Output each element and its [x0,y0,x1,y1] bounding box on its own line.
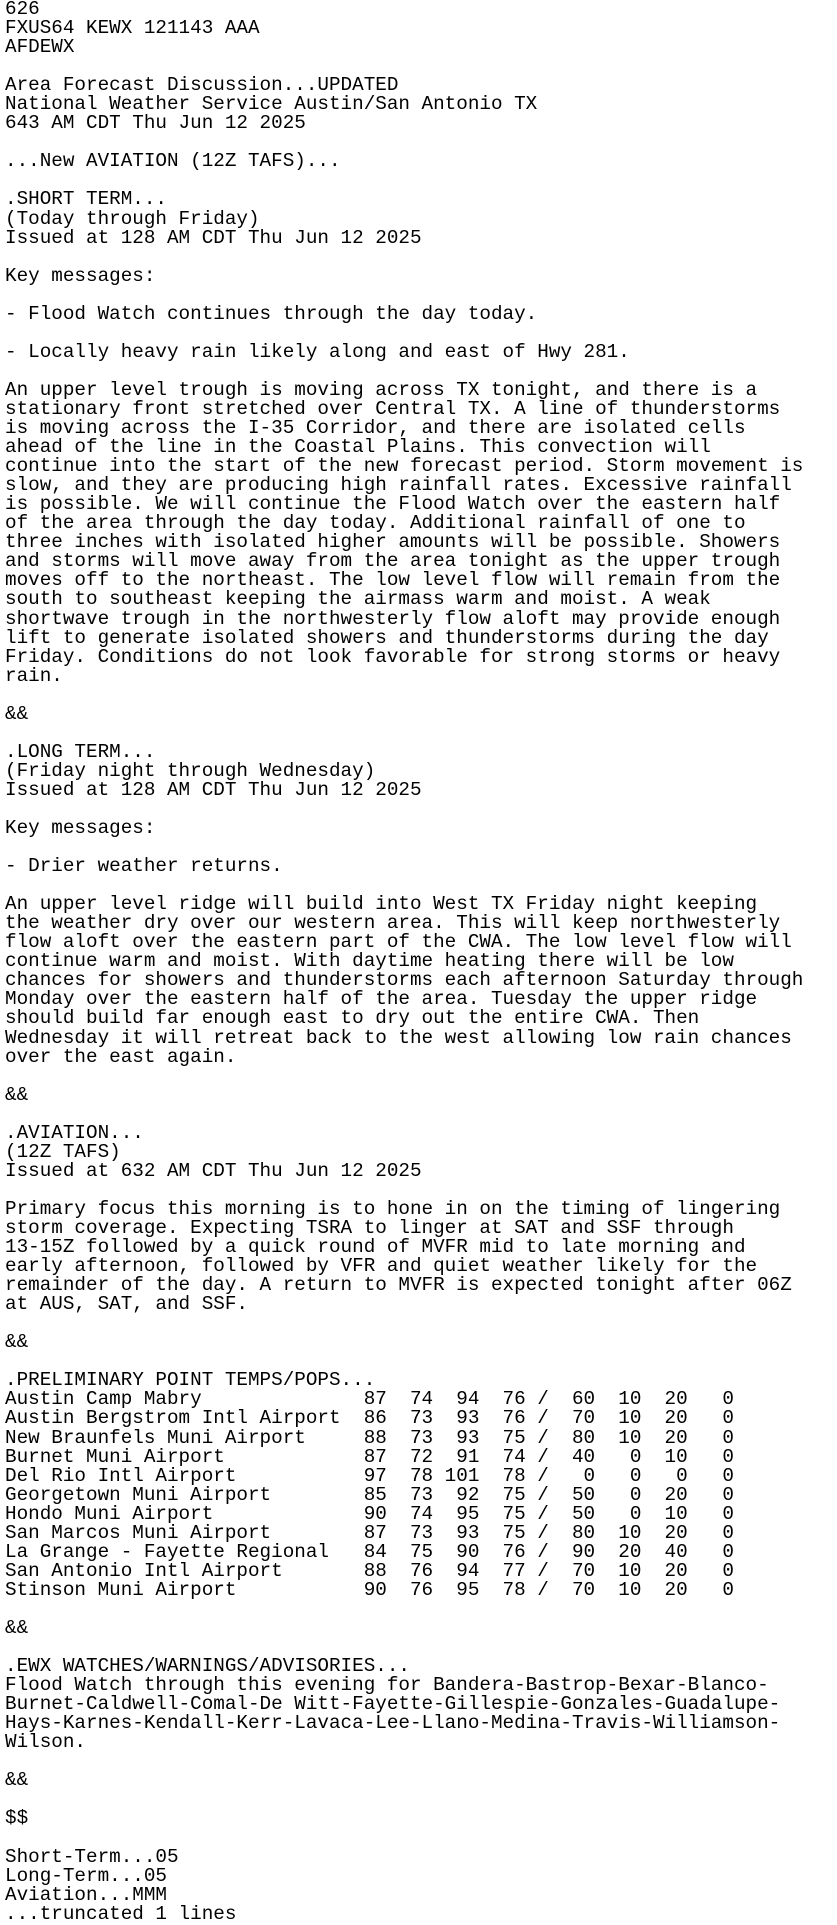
text-line: An upper level ridge will build into West TX Friday night keeping [5,893,758,916]
text-line: .EWX WATCHES/WARNINGS/ADVISORIES... [5,1655,410,1678]
text-line: south to southeast keeping the airmass warm and moist. A weak [5,588,711,611]
text-line: continue warm and moist. With daytime heating there will be low [5,950,734,973]
text-line [5,248,832,267]
text-line: Del Rio Intl Airport 97 78 101 78 / 0 0 0 0 [5,1464,734,1487]
text-line: - Drier weather returns. [5,855,283,878]
text-line [5,1600,832,1619]
text-line: 13-15Z followed by a quick round of MVFR mid to late morning and [5,1236,746,1259]
text-line: Hondo Muni Airport 90 74 95 75 / 50 0 10 0 [5,1502,734,1525]
text-line: and storms will move away from the area tonight as the upper trough [5,550,781,573]
text-line [5,1829,832,1848]
text-line: Area Forecast Discussion...UPDATED [5,74,399,97]
text-line: over the east again. [5,1045,237,1068]
text-line: .LONG TERM... [5,740,156,763]
text-line: chances for showers and thunderstorms each afternoon Saturday through [5,969,804,992]
text-line [5,324,832,343]
text-line: Hays-Karnes-Kendall-Kerr-Lavaca-Lee-Llano-Medina-Travis-Williamson- [5,1712,781,1735]
text-line: New Braunfels Muni Airport 88 73 93 75 / 80 10 20 0 [5,1426,734,1449]
text-line: Long-Term...05 [5,1864,167,1887]
text-line: San Antonio Intl Airport 88 76 94 77 / 70 10 20 0 [5,1559,734,1582]
text-line: Short-Term...05 [5,1845,179,1868]
text-line: Issued at 632 AM CDT Thu Jun 12 2025 [5,1159,422,1182]
text-line: remainder of the day. A return to MVFR is expected tonight after 06Z [5,1274,792,1297]
text-line: && [5,1331,29,1354]
text-line: slow, and they are producing high rainfall rates. Excessive rainfall [5,474,792,497]
text-line: storm coverage. Expecting TSRA to linger at SAT and SSF through [5,1217,734,1239]
text-line: && [5,1769,29,1792]
text-line: flow aloft over the eastern part of the CWA. The low level flow will [5,931,792,954]
text-line: Friday. Conditions do not look favorable for strong storms or heavy [5,645,781,668]
text-line: Monday over the eastern half of the area. Tuesday the upper ridge [5,988,758,1011]
text-line: Austin Bergstrom Intl Airport 86 73 93 76 / 70 10 20 0 [5,1407,734,1430]
text-line: Burnet Muni Airport 87 72 91 74 / 40 0 10 0 [5,1445,734,1468]
text-line: && [5,702,29,725]
text-line: Wednesday it will retreat back to the west allowing low rain chances [5,1026,792,1049]
text-line: La Grange - Fayette Regional 84 75 90 76 / 90 20 40 0 [5,1540,734,1563]
text-line: Issued at 128 AM CDT Thu Jun 12 2025 [5,778,422,801]
text-line: should build far enough east to dry out the entire CWA. Then [5,1007,700,1030]
text-line: ahead of the line in the Coastal Plains. This convection will [5,436,711,459]
text-line: lift to generate isolated showers and thunderstorms during the day [5,626,769,649]
text-line: AFDEWX [5,36,75,59]
text-line: the weather dry over our western area. This will keep northwesterly [5,912,781,935]
text-line: - Flood Watch continues through the day today. [5,302,538,325]
text-line: (12Z TAFS) [5,1140,121,1163]
text-line: Georgetown Muni Airport 85 73 92 75 / 50 0 20 0 [5,1483,734,1506]
text-line: && [5,1083,29,1106]
text-line: - Locally heavy rain likely along and east of Hwy 281. [5,340,630,363]
text-line: An upper level trough is moving across TX tonight, and there is a [5,378,758,401]
text-line: Key messages: [5,817,156,840]
text-line: ...New AVIATION (12Z TAFS)... [5,150,341,173]
text-line: .SHORT TERM... [5,188,167,211]
text-line: Wilson. [5,1731,86,1754]
text-line: shortwave trough in the northwesterly flow aloft may provide enough [5,607,781,630]
text-line [5,724,832,743]
text-line: continue into the start of the new forecast period. Storm movement is [5,455,804,478]
text-line: at AUS, SAT, and SSF. [5,1293,248,1316]
text-line: stationary front stretched over Central TX. A line of thunderstorms [5,397,781,420]
text-line: San Marcos Muni Airport 87 73 93 75 / 80 10 20 0 [5,1521,734,1544]
text-line: National Weather Service Austin/San Antonio TX [5,93,538,116]
text-line: 626 [5,0,40,20]
text-line [5,1067,832,1086]
text-line [5,286,832,305]
text-line [5,1790,832,1809]
text-line: FXUS64 KEWX 121143 AAA [5,17,260,40]
text-line [5,1105,832,1124]
text-line: is moving across the I-35 Corridor, and there are isolated cells [5,417,746,440]
text-line [5,1752,832,1771]
text-line: Stinson Muni Airport 90 76 95 78 / 70 10 20 0 [5,1578,734,1601]
text-line: 643 AM CDT Thu Jun 12 2025 [5,112,306,135]
text-line [5,686,832,705]
text-line: is possible. We will continue the Flood Watch over the eastern half [5,493,781,516]
text-line: Austin Camp Mabry 87 74 94 76 / 60 10 20 0 [5,1388,734,1411]
text-line: three inches with isolated higher amounts will be possible. Showers [5,531,781,554]
text-line: $$ [5,1807,29,1830]
text-line: (Friday night through Wednesday) [5,759,376,782]
text-line: Primary focus this morning is to hone in on the timing of lingering [5,1197,781,1220]
text-line: .AVIATION... [5,1121,144,1144]
text-line: && [5,1616,29,1639]
text-line: (Today through Friday) [5,207,260,230]
text-line: .PRELIMINARY POINT TEMPS/POPS... [5,1369,376,1392]
text-line: ...truncated 1 lines [5,1902,237,1925]
text-line: early afternoon, followed by VFR and quiet weather likely for the [5,1255,758,1278]
text-line: moves off to the northeast. The low level flow will remain from the [5,569,781,592]
text-line: Burnet-Caldwell-Comal-De Witt-Fayette-Gillespie-Gonzales-Guadalupe- [5,1693,781,1716]
text-line: Issued at 128 AM CDT Thu Jun 12 2025 [5,226,422,249]
text-line: of the area through the day today. Additional rainfall of one to [5,512,746,535]
text-line [5,1314,832,1333]
text-line: Flood Watch through this evening for Bandera-Bastrop-Bexar-Blanco- [5,1674,769,1697]
text-line: Aviation...MMM [5,1883,167,1906]
text-line: Key messages: [5,264,156,287]
text-line: rain. [5,664,63,687]
